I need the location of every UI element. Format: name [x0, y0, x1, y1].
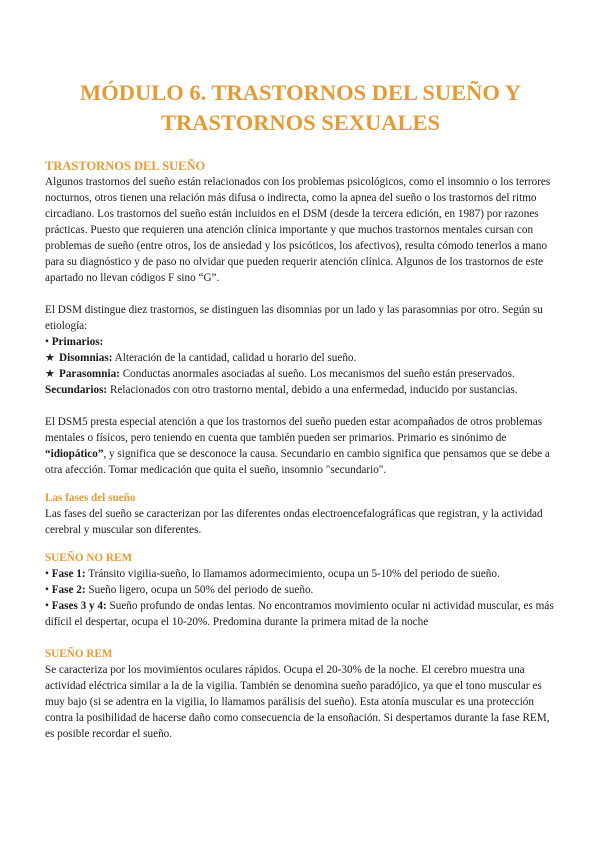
- bullet-icon: •: [45, 336, 49, 348]
- title-line-2: TRASTORNOS SEXUALES: [160, 110, 441, 135]
- fase-1-label: Fase 1:: [51, 568, 86, 580]
- section-heading-trastornos: TRASTORNOS DEL SUEÑO: [45, 159, 206, 173]
- fase-2-text: Sueño ligero, ocupa un 50% del periodo de sueño.: [85, 584, 314, 596]
- paragraph-fases: Las fases del sueño se caracterizan por las diferentes ondas electroencefalográficas que registran, y la actividad cerebral y muscular son diferentes.: [45, 508, 543, 536]
- paragraph-rem: Se caracteriza por los movimientos oculares rápidos. Ocupa el 20-30% de la noche. El cerebro muestra una actividad eléctrica similar a la de la vigilia. También se denomina sueño paradójico, ya que el tono muscular es muy bajo (si se adentra en la vigilia, lo llamamos parálisis del sueño). Esta atonía muscular es una protección contra la posibilidad de hacerse daño como consecuencia de la ensoñación. Si despertamos durante la fase REM, es posible recordar el sueño.: [45, 664, 550, 740]
- paragraph-dsm: El DSM distingue diez trastornos, se distinguen las disomnias por un lado y las parasomnias por otro. Según su etiología:: [45, 304, 543, 332]
- parasomnia-label: Parasomnia:: [59, 368, 120, 380]
- disomnias-label: Disomnias:: [59, 352, 113, 364]
- dsm5-text-b: , y significa que se desconoce la causa. Secundario en cambio significa que pensamos que se debe a otra afección. Tomar medicación que quita el sueño, insomnio "secundario".: [45, 448, 550, 476]
- section-heading-rem: SUEÑO REM: [45, 648, 113, 660]
- star-icon: ★: [45, 352, 56, 364]
- list-item-primarios: [45, 334, 556, 350]
- list-item-fases-3-4: [45, 598, 556, 630]
- bullet-icon: •: [45, 568, 49, 580]
- page-title: [45, 78, 556, 138]
- star-icon: ★: [45, 368, 56, 380]
- paragraph-intro: Algunos trastornos del sueño están relacionados con los problemas psicológicos, como el insomnio o los terrores nocturnos, otros tienen una relación más difusa o indirecta, como la apnea del sueño o los trastornos del ritmo circadiano. Los trastornos del sueño están incluidos en el DSM (desde la tercera edición, en 1987) por razones prácticas. Puesto que requieren una atención clínica importante y que muchos trastornos mentales cursan con problemas de sueño (entre otros, los de ansiedad y los psicóticos, los afectivos), resulta cómodo tenerlos a mano para su diagnóstico y de paso no olvidar que pueden requerir atención clínica. Algunos de los trastornos de este apartado no llevan códigos F sino “G”.: [45, 176, 551, 284]
- list-item-secundarios: [45, 382, 556, 398]
- section-heading-fases: Las fases del sueño: [45, 492, 136, 504]
- section-heading-no-rem: SUEÑO NO REM: [45, 552, 133, 564]
- fases-3-4-text: Sueño profundo de ondas lentas. No encontramos movimiento ocular ni actividad muscular, es más difícil el despertar, ocupa el 10-20%. Predomina durante la primera mitad de la noche: [45, 600, 554, 628]
- secundarios-label: Secundarios:: [45, 384, 108, 396]
- fase-1-text: Tránsito vigilia-sueño, lo llamamos adormecimiento, ocupa un 5-10% del periodo de sueño.: [85, 568, 500, 580]
- secundarios-text: Relacionados con otro trastorno mental, debido a una enfermedad, inducido por sustancias.: [107, 384, 518, 396]
- fases-3-4-label: Fases 3 y 4:: [51, 600, 107, 612]
- list-item-parasomnia: [45, 366, 556, 382]
- fase-2-label: Fase 2:: [51, 584, 86, 596]
- bullet-icon: •: [45, 584, 49, 596]
- idiopatico-term: “idiopático”: [45, 448, 104, 460]
- parasomnia-text: Conductas anormales asociadas al sueño. Los mecanismos del sueño están preservados.: [119, 368, 515, 380]
- disomnias-text: Alteración de la cantidad, calidad u horario del sueño.: [112, 352, 357, 364]
- list-item-fase-2: [45, 582, 556, 598]
- list-item-disomnias: [45, 350, 556, 366]
- list-item-fase-1: [45, 566, 556, 582]
- paragraph-dsm5: [45, 414, 556, 478]
- dsm5-text-a: El DSM5 presta especial atención a que los trastornos del sueño pueden estar acompañados de otros problemas mentales o físicos, pero teniendo en cuenta que también pueden ser primarios. Primario es sinónimo de: [45, 416, 543, 444]
- bullet-icon: •: [45, 600, 49, 612]
- primarios-label: Primarios:: [51, 336, 104, 348]
- title-line-1: MÓDULO 6. TRASTORNOS DEL SUEÑO Y: [80, 80, 521, 105]
